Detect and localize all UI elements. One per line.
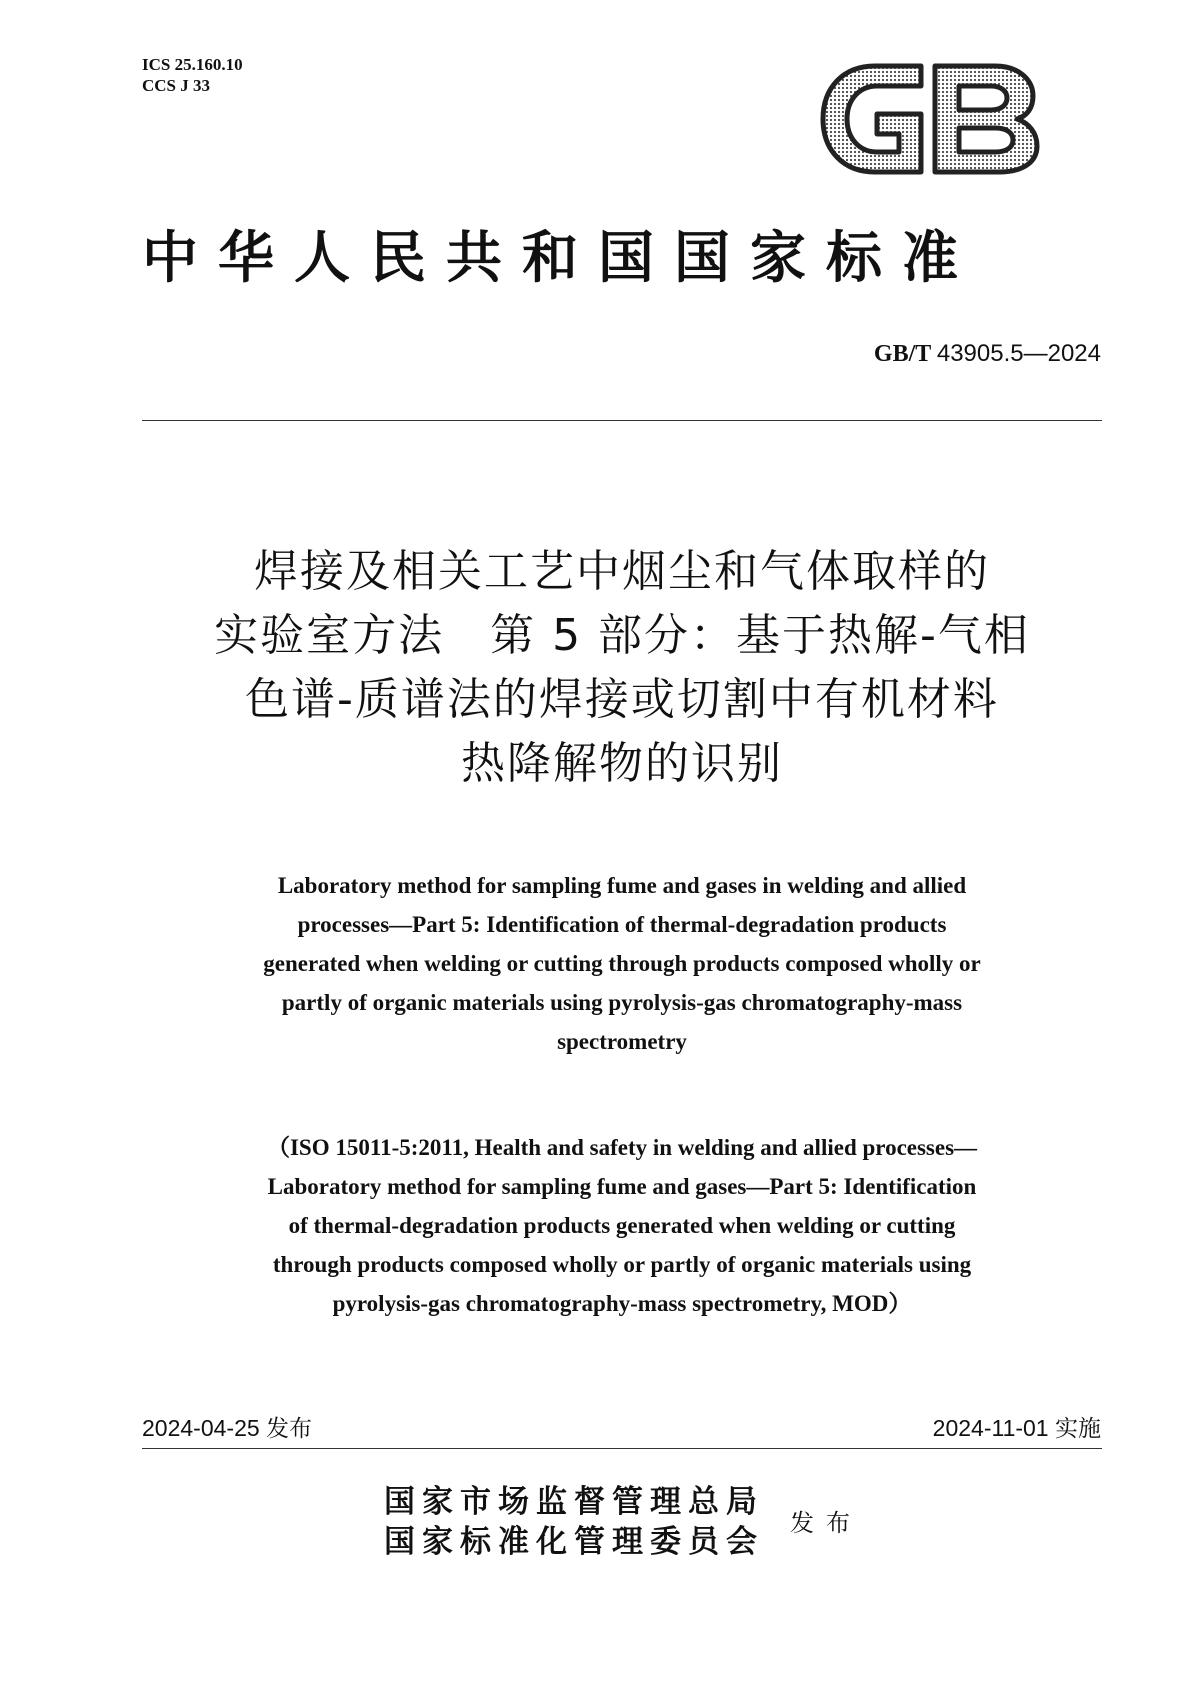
iso-reference (142, 1128, 1102, 1323)
issuing-authorities (384, 1482, 764, 1562)
effective-date: 2024-11-01 实施 (932, 1415, 1101, 1441)
standard-number (874, 340, 1101, 368)
iso-reference-line: through products composed wholly or partly of organic materials using (272, 1252, 972, 1277)
english-title-line: Laboratory method for sampling fume and gases in welding and allied (277, 873, 967, 898)
issue-action: 发布 (790, 1509, 862, 1537)
chinese-title-line: 色谱-质谱法的焊接或切割中有机材料 (245, 674, 999, 725)
standard-prefix: GB/T (873, 341, 931, 367)
issuer-sac: 国家标准化管理委员会 (384, 1524, 764, 1560)
iso-reference-line: of thermal-degradation products generated when welding or cutting (288, 1213, 956, 1238)
top-divider (142, 420, 1102, 421)
national-standard-heading: 中华人民共和国国家标准 (142, 225, 978, 291)
iso-reference-line: pyrolysis-gas chromatography-mass spectrometry, MOD） (332, 1291, 912, 1316)
ccs-code: CCS J 33 (142, 76, 211, 95)
english-title-line: generated when welding or cutting through products composed wholly or (263, 951, 981, 976)
chinese-title-line: 热降解物的识别 (461, 738, 783, 789)
english-title-line: partly of organic materials using pyrolysis-gas chromatography-mass (281, 990, 963, 1015)
chinese-title (142, 540, 1102, 796)
iso-reference-line: Laboratory method for sampling fume and gases—Part 5: Identification (267, 1174, 977, 1199)
chinese-title-line: 实验室方法 第 5 部分：基于热解-气相 (214, 610, 1030, 661)
bottom-divider (142, 1448, 1102, 1449)
iso-reference-line: （ISO 15011-5:2011, Health and safety in welding and allied processes— (266, 1135, 978, 1160)
chinese-title-line: 焊接及相关工艺中烟尘和气体取样的 (254, 546, 990, 597)
standard-digits: 43905.5—2024 (936, 340, 1101, 367)
english-title-line: spectrometry (557, 1029, 687, 1054)
issuer-samr: 国家市场监督管理总局 (384, 1484, 764, 1520)
english-title (142, 866, 1102, 1061)
english-title-line: processes—Part 5: Identification of thermal-degradation products (297, 912, 947, 937)
gb-logo-icon (817, 58, 1043, 180)
ics-code: ICS 25.160.10 (142, 55, 243, 74)
publish-date: 2024-04-25 发布 (142, 1415, 313, 1441)
classification-codes (142, 54, 243, 96)
